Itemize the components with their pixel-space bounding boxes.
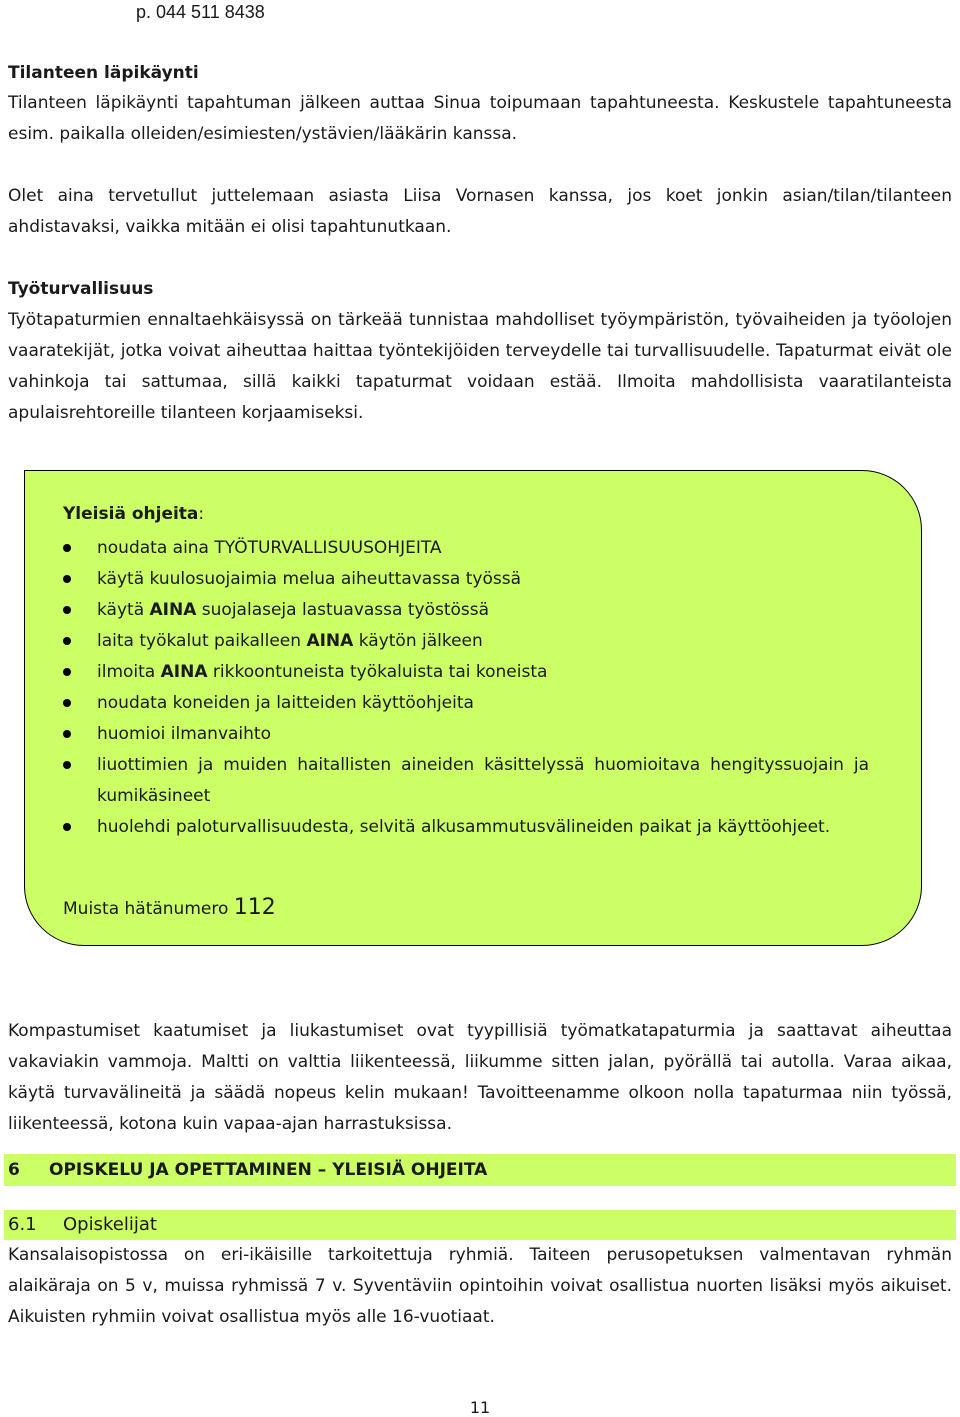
debrief-heading: Tilanteen läpikäynti — [8, 63, 199, 83]
instructions-title-suffix: : — [198, 504, 205, 524]
page-number: 11 — [469, 1398, 491, 1417]
section-6-heading — [4, 1154, 956, 1186]
section-6-title: OPISKELU JA OPETTAMINEN – YLEISIÄ OHJEITA — [49, 1160, 488, 1180]
bullet-icon — [63, 544, 71, 552]
emergency-label: Muista hätänumero — [63, 899, 234, 919]
instruction-text: huolehdi paloturvallisuudesta, selvitä alkusammutusvälineiden paikat ja käyttöohjeet. — [97, 817, 831, 837]
section-6-1-number: 6.1 — [8, 1214, 37, 1235]
instruction-emphasis: AINA — [160, 662, 208, 682]
instructions-list — [63, 533, 869, 843]
instruction-text: liuottimien ja muiden haitallisten aineiden käsittelyssä huomioitava hengityssuojain ja kumikäsineet — [97, 755, 869, 806]
instruction-item — [63, 595, 869, 626]
bullet-icon — [63, 668, 71, 676]
instruction-item — [63, 626, 869, 657]
phone-number: p. 044 511 8438 — [136, 2, 265, 22]
instruction-text: käytä — [97, 600, 150, 620]
instructions-title-text: Yleisiä ohjeita — [63, 504, 199, 524]
bullet-icon — [63, 606, 71, 614]
instruction-item — [63, 657, 869, 688]
safety-paragraph: Työtapaturmien ennaltaehkäisyssä on tärkeää tunnistaa mahdolliset työympäristön, työvaiheiden ja työolojen vaaratekijät, jotka voivat aiheuttaa haittaa työntekijöiden terveydelle tai turvallisuudelle. Tapaturmat eivät ole vahinkoja tai sattumaa, sillä kaikki tapaturmat voidaan estää. Ilmoita mahdollisista vaaratilanteista apulaisrehtoreille tilanteen korjaamiseksi. — [8, 310, 952, 423]
instruction-item — [63, 564, 869, 595]
instruction-text: noudata aina TYÖTURVALLISUUSOHJEITA — [97, 538, 442, 558]
bullet-icon — [63, 575, 71, 583]
instruction-text: huomioi ilmanvaihto — [97, 724, 272, 744]
emergency-number-line — [63, 895, 276, 922]
instruction-emphasis: AINA — [149, 600, 197, 620]
bullet-icon — [63, 699, 71, 707]
debrief-paragraph-1: Tilanteen läpikäynti tapahtuman jälkeen auttaa Sinua toipumaan tapahtuneesta. Keskustele tapahtuneesta esim. paikalla olleiden/esimiesten/ystävien/lääkärin kanssa. — [8, 93, 952, 144]
instruction-item — [63, 533, 869, 564]
bullet-icon — [63, 823, 71, 831]
instruction-item — [63, 719, 869, 750]
instruction-text: laita työkalut paikalleen — [97, 631, 307, 651]
instruction-item — [63, 812, 869, 843]
instructions-box — [24, 470, 922, 946]
travel-paragraph: Kompastumiset kaatumiset ja liukastumiset ovat tyypillisiä työmatkatapaturmia ja saattavat aiheuttaa vakaviakin vammoja. Maltti on valttia liikenteessä, liikumme sitten jalan, pyörällä tai autolla. Varaa aikaa, käytä turvavälineitä ja säädä nopeus kelin mukaan! Tavoitteenamme olkoon nolla tapaturmaa niin työssä, liikenteessä, kotona kuin vapaa-ajan harrastuksissa. — [8, 1021, 952, 1134]
students-paragraph: Kansalaisopistossa on eri-ikäisille tarkoitettuja ryhmiä. Taiteen perusopetuksen valmentavan ryhmän alaikäraja on 5 v, muissa ryhmissä 7 v. Syventäviin opintoihin voivat osallistua nuorten lisäksi myös aikuiset. Aikuisten ryhmiin voivat osallistua myös alle 16-vuotiaat. — [8, 1245, 952, 1327]
section-6-number: 6 — [8, 1160, 20, 1180]
instruction-text-continued: rikkoontuneista työkaluista tai koneista — [207, 662, 548, 682]
section-6-1-title: Opiskelijat — [63, 1214, 157, 1235]
instruction-item — [63, 750, 869, 812]
instruction-text-continued: käytön jälkeen — [353, 631, 483, 651]
emergency-number: 112 — [233, 895, 276, 920]
bullet-icon — [63, 637, 71, 645]
instruction-emphasis: AINA — [306, 631, 354, 651]
instruction-text: ilmoita — [97, 662, 161, 682]
bullet-icon — [63, 761, 71, 769]
instruction-text-continued: suojalaseja lastuavassa työstössä — [196, 600, 490, 620]
safety-heading: Työturvallisuus — [8, 279, 154, 299]
instruction-item — [63, 688, 869, 719]
instruction-text: käytä kuulosuojaimia melua aiheuttavassa työssä — [97, 569, 522, 589]
instructions-box-title — [63, 501, 204, 527]
debrief-paragraph-2: Olet aina tervetullut juttelemaan asiasta Liisa Vornasen kanssa, jos koet jonkin asian/tilan/tilanteen ahdistavaksi, vaikka mitään ei olisi tapahtunutkaan. — [8, 186, 952, 237]
instruction-text: noudata koneiden ja laitteiden käyttöohjeita — [97, 693, 474, 713]
bullet-icon — [63, 730, 71, 738]
section-6-1-heading — [4, 1210, 956, 1240]
